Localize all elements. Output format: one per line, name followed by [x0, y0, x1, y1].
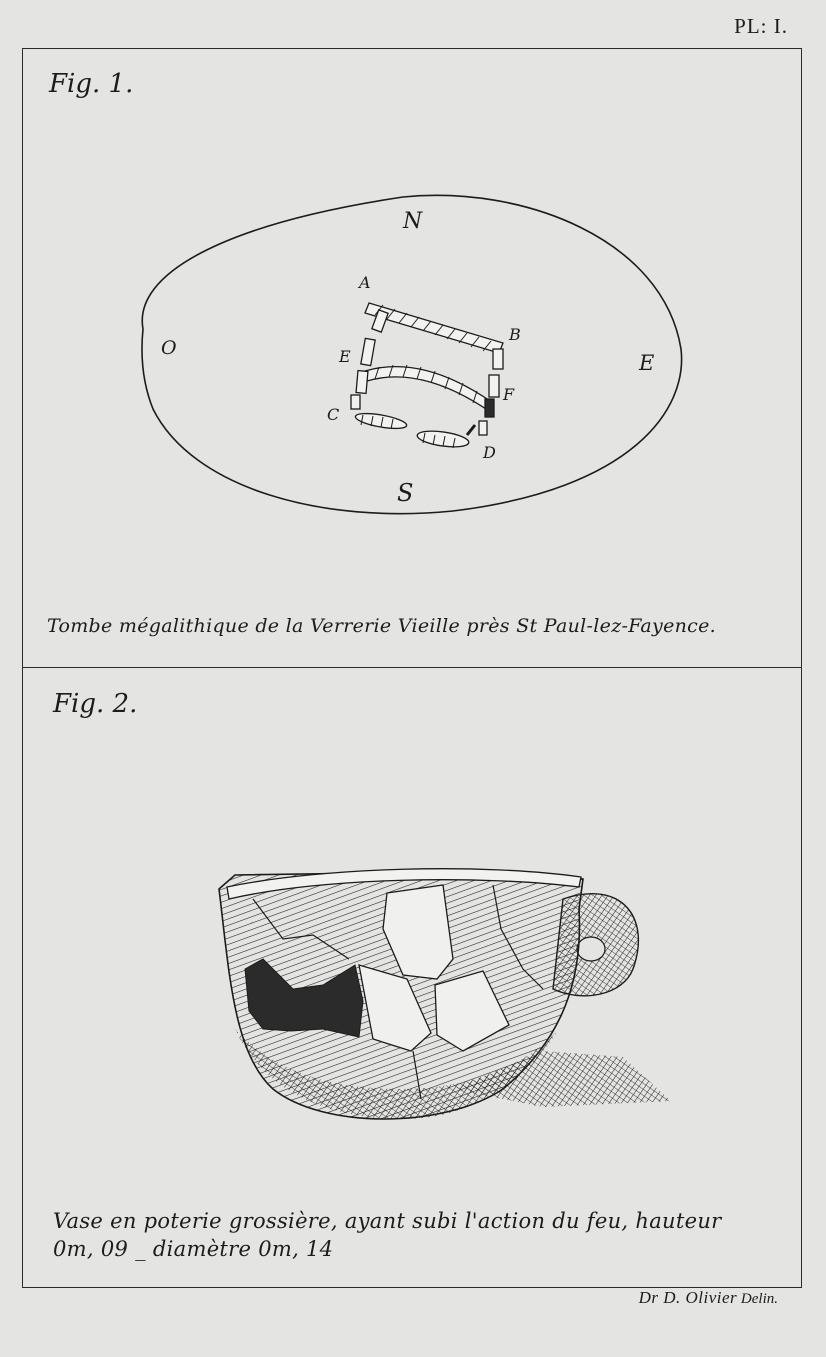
compass-south-label: S	[397, 479, 414, 507]
stone-c	[354, 411, 407, 432]
point-f-label: F	[503, 385, 515, 404]
compass-east-label: E	[639, 351, 655, 375]
figure-1-caption: Tombe mégalithique de la Verrerie Vieille près St Paul-lez-Fayence.	[47, 615, 716, 637]
artist-credit	[639, 1288, 778, 1308]
stone-d	[416, 425, 475, 450]
slab-left	[351, 310, 388, 409]
slab-ab	[365, 303, 503, 353]
compass-north-label: N	[403, 209, 423, 234]
plate-number: PL: I.	[734, 14, 788, 38]
slab-middle	[365, 365, 493, 411]
figure-2-caption-line-2: 0m, 09 _ diamètre 0m, 14	[53, 1237, 334, 1261]
point-d-label: D	[483, 443, 496, 462]
compass-west-label: O	[161, 337, 177, 359]
point-c-label: C	[327, 405, 340, 424]
tomb-boundary-ellipse	[142, 195, 682, 513]
point-e-label: E	[339, 347, 351, 366]
vase-drawing	[23, 789, 801, 1129]
point-b-label: B	[509, 325, 521, 344]
figure-2-caption-line-1: Vase en poterie grossière, ayant subi l'action du feu, hauteur	[53, 1209, 722, 1233]
figure-2-label: Fig. 2.	[53, 689, 138, 719]
tomb-plan-drawing	[23, 49, 801, 667]
figure-divider	[23, 667, 801, 668]
artist-credit-suffix: Delin.	[740, 1291, 778, 1307]
point-a-label: A	[359, 273, 371, 292]
artist-name: Dr D. Olivier	[638, 1288, 738, 1307]
plate-frame	[22, 48, 802, 1288]
slab-right	[479, 349, 503, 435]
figure-1-label: Fig. 1.	[49, 69, 134, 99]
